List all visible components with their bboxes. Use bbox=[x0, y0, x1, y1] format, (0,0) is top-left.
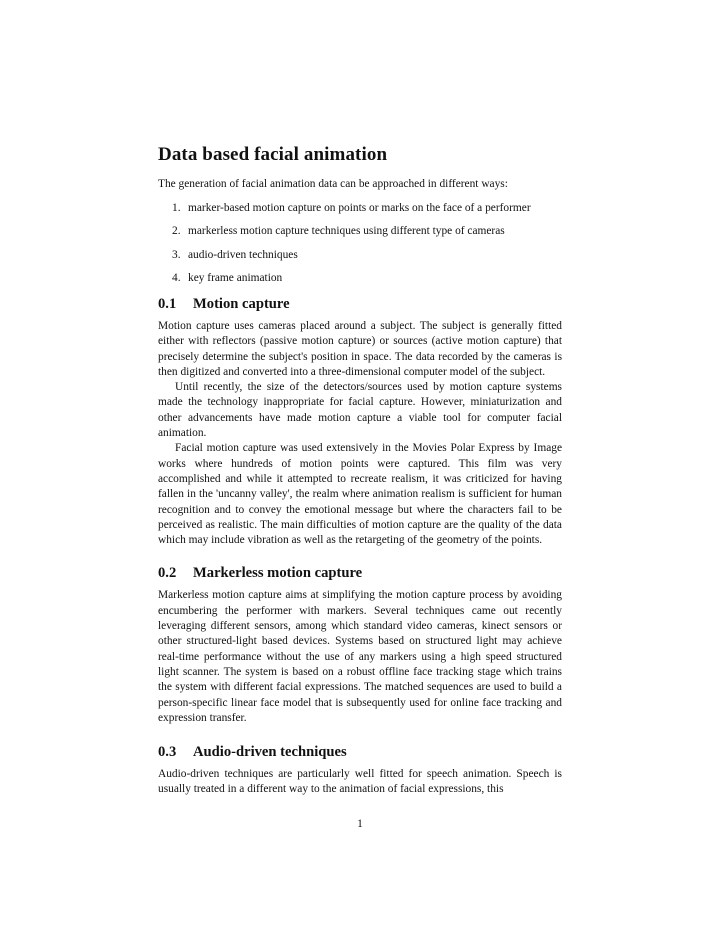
list-item bbox=[158, 248, 562, 264]
list-item bbox=[158, 201, 562, 217]
body-paragraph: Until recently, the size of the detectors/sources used by motion capture systems made the technology inappropriate for facial capture. However, miniaturization and other advancements have made motion capture a viable tool for computer facial animation. bbox=[158, 381, 562, 440]
list-item-number: 1. bbox=[172, 201, 181, 214]
list-item-text: audio-driven techniques bbox=[188, 248, 298, 261]
list-item-text: marker-based motion capture on points or marks on the face of a performer bbox=[188, 201, 531, 214]
body-paragraph: Markerless motion capture aims at simplifying the motion capture process by avoiding encumbering the performer with markers. Several techniques came out recently leveraging different sensors, among which standard video cameras, kinect sensors or other structured-light based devices. Systems based on structured light may achieve real-time performance without the use of any markers using a high speed structured light scanner. The system is based on a robust offline face tracking stage which trains the system with different facial expressions. The matched sequences are used to build a person-specific linear face model that is subsequently used for online face tracking and expression transfer. bbox=[158, 589, 562, 724]
section-heading-motion-capture bbox=[158, 295, 562, 313]
section-heading-audio-driven-techniques bbox=[158, 743, 562, 761]
page-content bbox=[158, 144, 562, 798]
section-number: 0.3 bbox=[158, 744, 177, 761]
section-title: Markerless motion capture bbox=[193, 565, 363, 582]
list-item bbox=[158, 271, 562, 287]
body-paragraph: Audio-driven techniques are particularly well fitted for speech animation. Speech is usually treated in a different way to the animation of facial expressions, this bbox=[158, 768, 562, 796]
list-item-text: key frame animation bbox=[188, 272, 283, 285]
section-title: Audio-driven techniques bbox=[193, 744, 347, 761]
list-item-number: 4. bbox=[172, 272, 181, 285]
list-item-number: 3. bbox=[172, 248, 181, 261]
approach-list bbox=[158, 201, 562, 287]
list-item-number: 2. bbox=[172, 225, 181, 238]
body-paragraph: Motion capture uses cameras placed around a subject. The subject is generally fitted either with reflectors (passive motion capture) or sources (active motion capture) that precisely determine the subject's position in space. The data recorded by the cameras is then digitized and converted into a three-dimensional computer model of the subject. bbox=[158, 319, 562, 378]
section-number: 0.1 bbox=[158, 295, 177, 312]
body-paragraph: Facial motion capture was used extensively in the Movies Polar Express by Image works where hundreds of motion points were captured. This film was very accomplished and while it attempted to recreate realism, it was criticized for having fallen in the 'uncanny valley', the realm where animation realism is sufficient for human recognition and to convey the emotional message but where the characters fail to be perceived as realistic. The main difficulties of motion capture are the quality of the data which may include vibration as well as the retargeting of the geometry of the points. bbox=[158, 442, 562, 547]
chapter-title: Data based facial animation bbox=[158, 144, 388, 165]
list-item-text: markerless motion capture techniques using different type of cameras bbox=[188, 225, 505, 238]
section-number: 0.2 bbox=[158, 565, 177, 582]
section-title: Motion capture bbox=[193, 295, 290, 312]
intro-paragraph: The generation of facial animation data can be approached in different ways: bbox=[158, 178, 508, 190]
section-heading-markerless-motion-capture bbox=[158, 564, 562, 582]
list-item bbox=[158, 224, 562, 240]
page-number: 1 bbox=[357, 818, 363, 830]
